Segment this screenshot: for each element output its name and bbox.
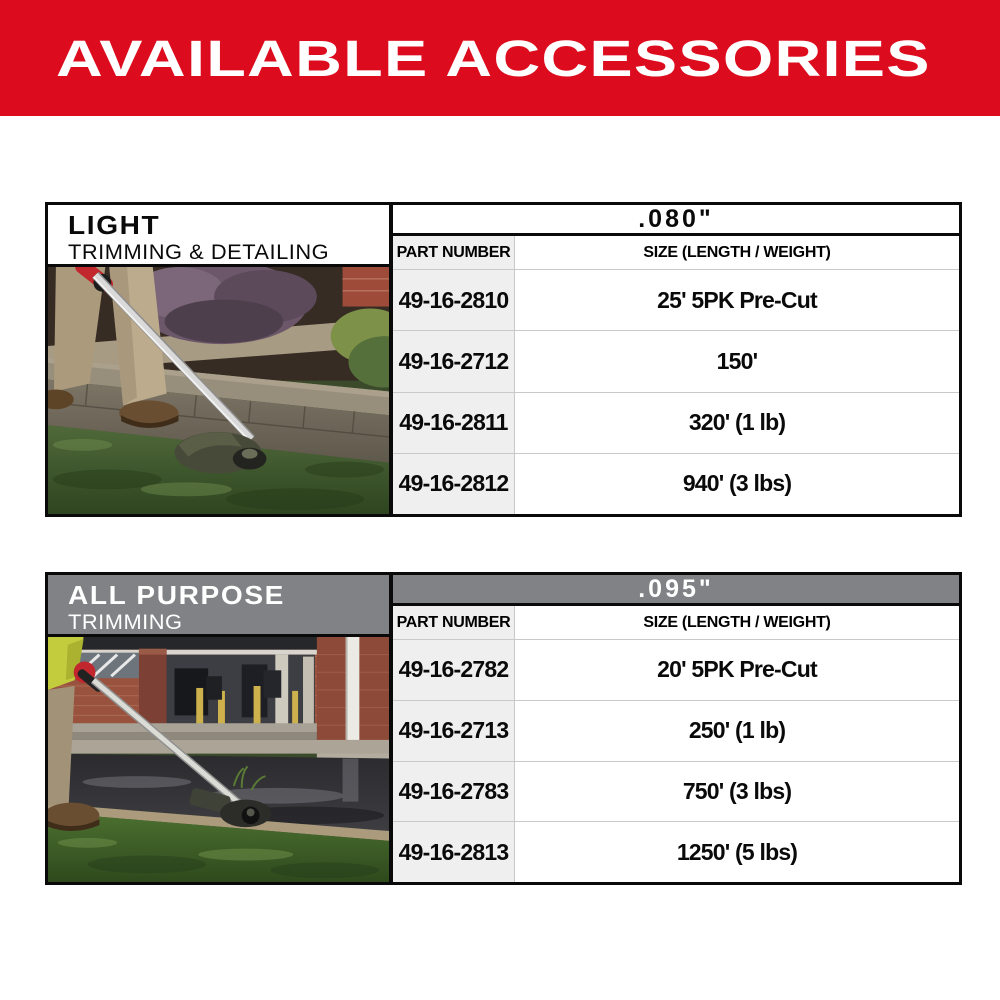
part-number-cell: 49-16-2713 [393, 701, 515, 761]
size-column-header: SIZE (LENGTH / WEIGHT) [515, 606, 959, 639]
table-row [393, 454, 959, 514]
part-number-cell: 49-16-2813 [393, 822, 515, 882]
category-subtitle: TRIMMING [68, 611, 183, 634]
table-row [393, 822, 959, 882]
page-title: AVAILABLE ACCESSORIES [56, 29, 931, 87]
table-left-column [48, 205, 393, 514]
category-subtitle: TRIMMING & DETAILING [68, 241, 330, 264]
trimmer-lawn-scene-illustration [48, 267, 389, 514]
diameter-header: .095" [393, 575, 959, 606]
accessory-table-light-trimming [45, 202, 962, 517]
product-photo-light-trimming [48, 267, 389, 514]
part-number-column-header: PART NUMBER [393, 236, 515, 269]
column-headers [393, 606, 959, 640]
table-left-column [48, 575, 393, 882]
part-number-cell: 49-16-2712 [393, 331, 515, 391]
table-row [393, 270, 959, 331]
category-header-all-purpose [48, 575, 389, 637]
accessory-table-all-purpose [45, 572, 962, 885]
trimmer-building-scene-illustration [48, 637, 389, 882]
part-number-cell: 49-16-2783 [393, 762, 515, 822]
category-title: ALL PURPOSE [68, 580, 286, 610]
part-number-cell: 49-16-2812 [393, 454, 515, 514]
size-cell: 25' 5PK Pre-Cut [515, 270, 959, 330]
category-title: LIGHT [68, 210, 161, 240]
size-cell: 20' 5PK Pre-Cut [515, 640, 959, 700]
size-cell: 150' [515, 331, 959, 391]
table-row [393, 331, 959, 392]
size-cell: 320' (1 lb) [515, 393, 959, 453]
part-number-cell: 49-16-2810 [393, 270, 515, 330]
size-cell: 1250' (5 lbs) [515, 822, 959, 882]
table-row [393, 762, 959, 823]
column-headers [393, 236, 959, 270]
part-number-column-header: PART NUMBER [393, 606, 515, 639]
part-number-cell: 49-16-2811 [393, 393, 515, 453]
category-header-light [48, 205, 389, 267]
size-column-header: SIZE (LENGTH / WEIGHT) [515, 236, 959, 269]
size-cell: 940' (3 lbs) [515, 454, 959, 514]
part-number-cell: 49-16-2782 [393, 640, 515, 700]
table-row [393, 393, 959, 454]
table-row [393, 640, 959, 701]
table-row [393, 701, 959, 762]
size-cell: 750' (3 lbs) [515, 762, 959, 822]
size-cell: 250' (1 lb) [515, 701, 959, 761]
diameter-header: .080" [393, 205, 959, 236]
product-photo-all-purpose [48, 637, 389, 882]
table-data-column [393, 205, 959, 514]
table-data-column [393, 575, 959, 882]
available-accessories-banner [0, 0, 1000, 116]
